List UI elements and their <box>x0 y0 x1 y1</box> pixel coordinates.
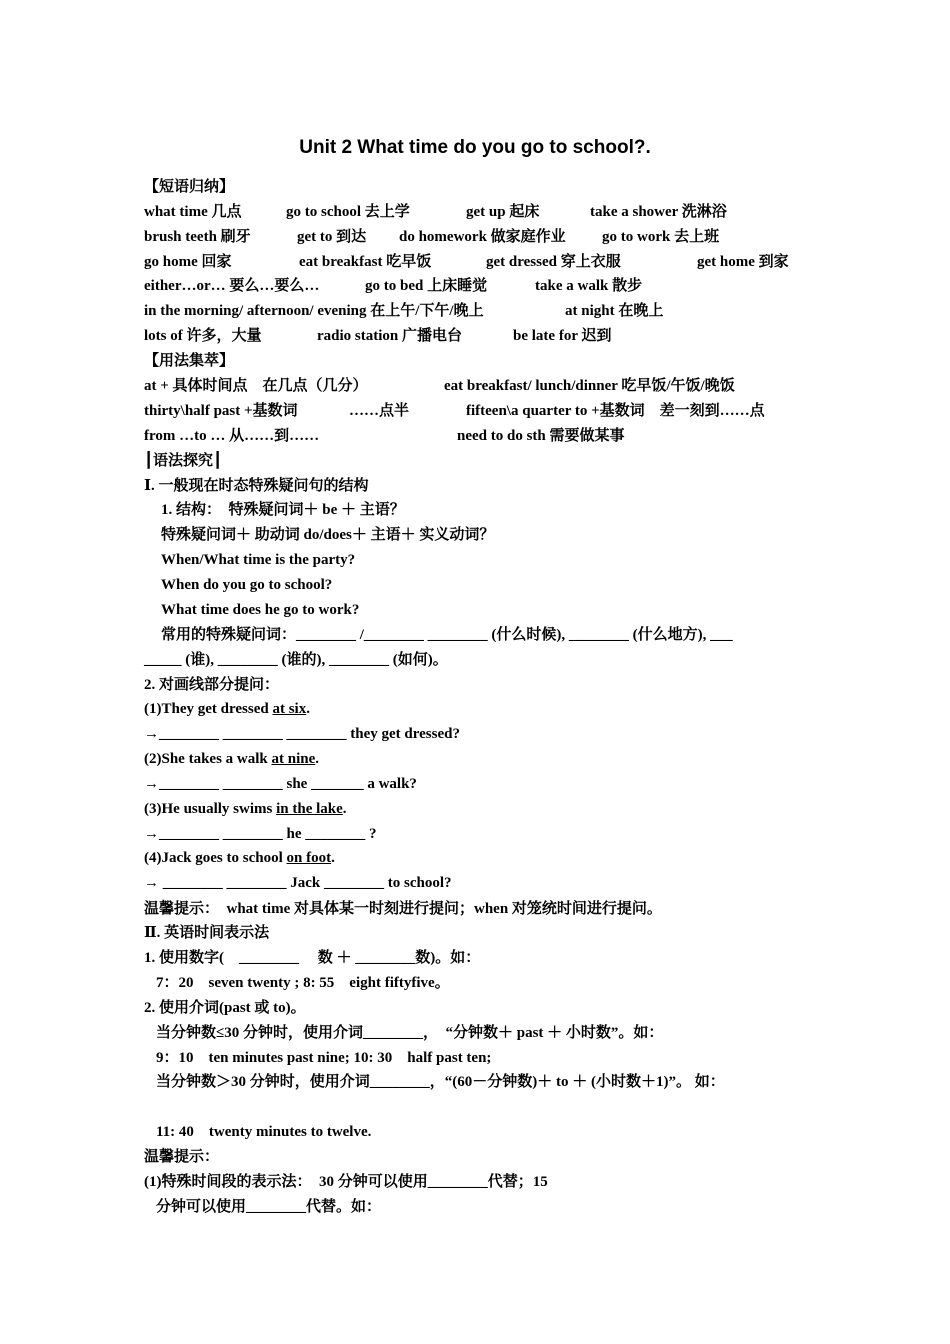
tip-heading: 温馨提示： <box>144 1149 220 1165</box>
phrase: go to work 去上班 <box>602 229 720 245</box>
grammar-heading: ┃语法探究┃ <box>144 453 223 469</box>
example-line: 9：10 ten minutes past nine; 10: 30 half past ten; <box>156 1050 492 1066</box>
exercise-answer: →________ ________ ________ they get dressed? <box>144 726 460 742</box>
exercise-heading: 2. 对画线部分提问： <box>144 677 280 693</box>
phrase: get dressed 穿上衣服 <box>486 254 621 270</box>
usage-heading: 【用法集萃】 <box>144 353 235 369</box>
phrase: get home 到家 <box>697 254 789 270</box>
exercise-item <box>144 799 347 819</box>
phrase: take a shower 洗淋浴 <box>590 204 727 220</box>
exercise-text: . <box>342 801 347 817</box>
rule-line: 2. 使用介词(past 或 to)。 <box>144 1000 306 1016</box>
rule-line: 1. 使用数字( ________ 数 ＋ ________数)。如： <box>144 950 481 966</box>
question-words-line: _____ (谁), ________ (谁的), ________ (如何)。 <box>144 652 448 668</box>
example-line: When do you go to school? <box>161 577 333 593</box>
phrase: eat breakfast 吃早饭 <box>299 254 432 270</box>
phrase: either…or… 要么…要么… <box>144 278 320 294</box>
tip-line: (1)特殊时间段的表示法： 30 分钟可以使用________代替；15 <box>144 1174 548 1190</box>
underlined-phrase: on foot <box>286 850 332 866</box>
usage-item: fifteen\a quarter to +基数词 差一刻到……点 <box>466 403 765 419</box>
exercise-text: . <box>331 850 335 866</box>
phrase: go home 回家 <box>144 254 232 270</box>
underlined-phrase: in the lake <box>276 801 343 817</box>
exercise-answer: →________ ________ she _______ a walk? <box>144 776 417 792</box>
rule-line: 当分钟数＞30 分钟时，使用介词________，“(60－分钟数)＋ to ＋ (小时数＋1)”。 如： <box>156 1074 725 1090</box>
exercise-answer: → ________ ________ Jack ________ to school? <box>144 875 452 891</box>
phrase: do homework 做家庭作业 <box>399 229 566 245</box>
phrase: take a walk 散步 <box>535 278 643 294</box>
underlined-phrase: at six <box>272 701 307 717</box>
exercise-text: . <box>306 701 310 717</box>
tip-line: 分钟可以使用________代替。如： <box>156 1199 382 1215</box>
example-line: 7：20 seven twenty ; 8: 55 eight fiftyfive。 <box>156 975 450 991</box>
underlined-phrase: at nine <box>271 751 316 767</box>
exercise-item <box>144 699 310 719</box>
structure-line: 1. 结构： 特殊疑问词＋ be ＋ 主语？ <box>161 502 405 518</box>
example-line: When/What time is the party? <box>161 552 356 568</box>
structure-line: 特殊疑问词＋ 助动词 do/does＋ 主语＋ 实义动词？ <box>161 527 495 543</box>
exercise-answer: →________ ________ he ________ ? <box>144 826 377 842</box>
exercise-text: (4)Jack goes to school <box>144 850 287 866</box>
phrase: lots of 许多，大量 <box>144 328 262 344</box>
example-line: 11: 40 twenty minutes to twelve. <box>156 1124 372 1140</box>
exercise-text: . <box>315 751 320 767</box>
phrase: get to 到达 <box>297 229 367 245</box>
rule-line: 当分钟数≤30 分钟时，使用介词________， “分钟数＋ past ＋ 小时数”。如： <box>156 1025 664 1041</box>
phrases-heading: 【短语归纳】 <box>144 179 235 195</box>
usage-item: ……点半 <box>349 403 410 419</box>
usage-item: from …to … 从……到…… <box>144 428 320 444</box>
usage-item: need to do sth 需要做某事 <box>457 428 625 444</box>
usage-item: eat breakfast/ lunch/dinner 吃早饭/午饭/晚饭 <box>444 378 735 394</box>
phrase: get up 起床 <box>466 204 540 220</box>
phrase: go to school 去上学 <box>286 204 410 220</box>
phrase: what time 几点 <box>144 204 242 220</box>
exercise-item <box>144 848 335 868</box>
usage-item: thirty\half past +基数词 <box>144 403 298 419</box>
page-title: Unit 2 What time do you go to school?. <box>299 137 651 158</box>
phrase: be late for 迟到 <box>513 328 612 344</box>
phrase: in the morning/ afternoon/ evening 在上午/下午/晚上 <box>144 303 484 319</box>
exercise-text: (1)They get dressed <box>144 701 273 717</box>
exercise-text: (3)He usually swims <box>144 801 277 817</box>
example-line: What time does he go to work? <box>161 602 360 618</box>
question-words-line: 常用的特殊疑问词：________ /________ ________ (什么时候), ________ (什么地方), ___ <box>161 627 733 643</box>
section-heading: Ⅱ. 英语时间表示法 <box>144 925 270 941</box>
exercise-item <box>144 749 319 769</box>
usage-item: at + 具体时间点 在几点（几分） <box>144 378 368 394</box>
section-heading: Ⅰ. 一般现在时态特殊疑问句的结构 <box>144 478 369 494</box>
phrase: brush teeth 刷牙 <box>144 229 251 245</box>
exercise-text: (2)She takes a walk <box>144 751 272 767</box>
phrase: at night 在晚上 <box>565 303 664 319</box>
phrase: radio station 广播电台 <box>317 328 463 344</box>
phrase: go to bed 上床睡觉 <box>365 278 488 294</box>
tip-line: 温馨提示： what time 对具体某一时刻进行提问；when 对笼统时间进行提问。 <box>144 901 662 917</box>
